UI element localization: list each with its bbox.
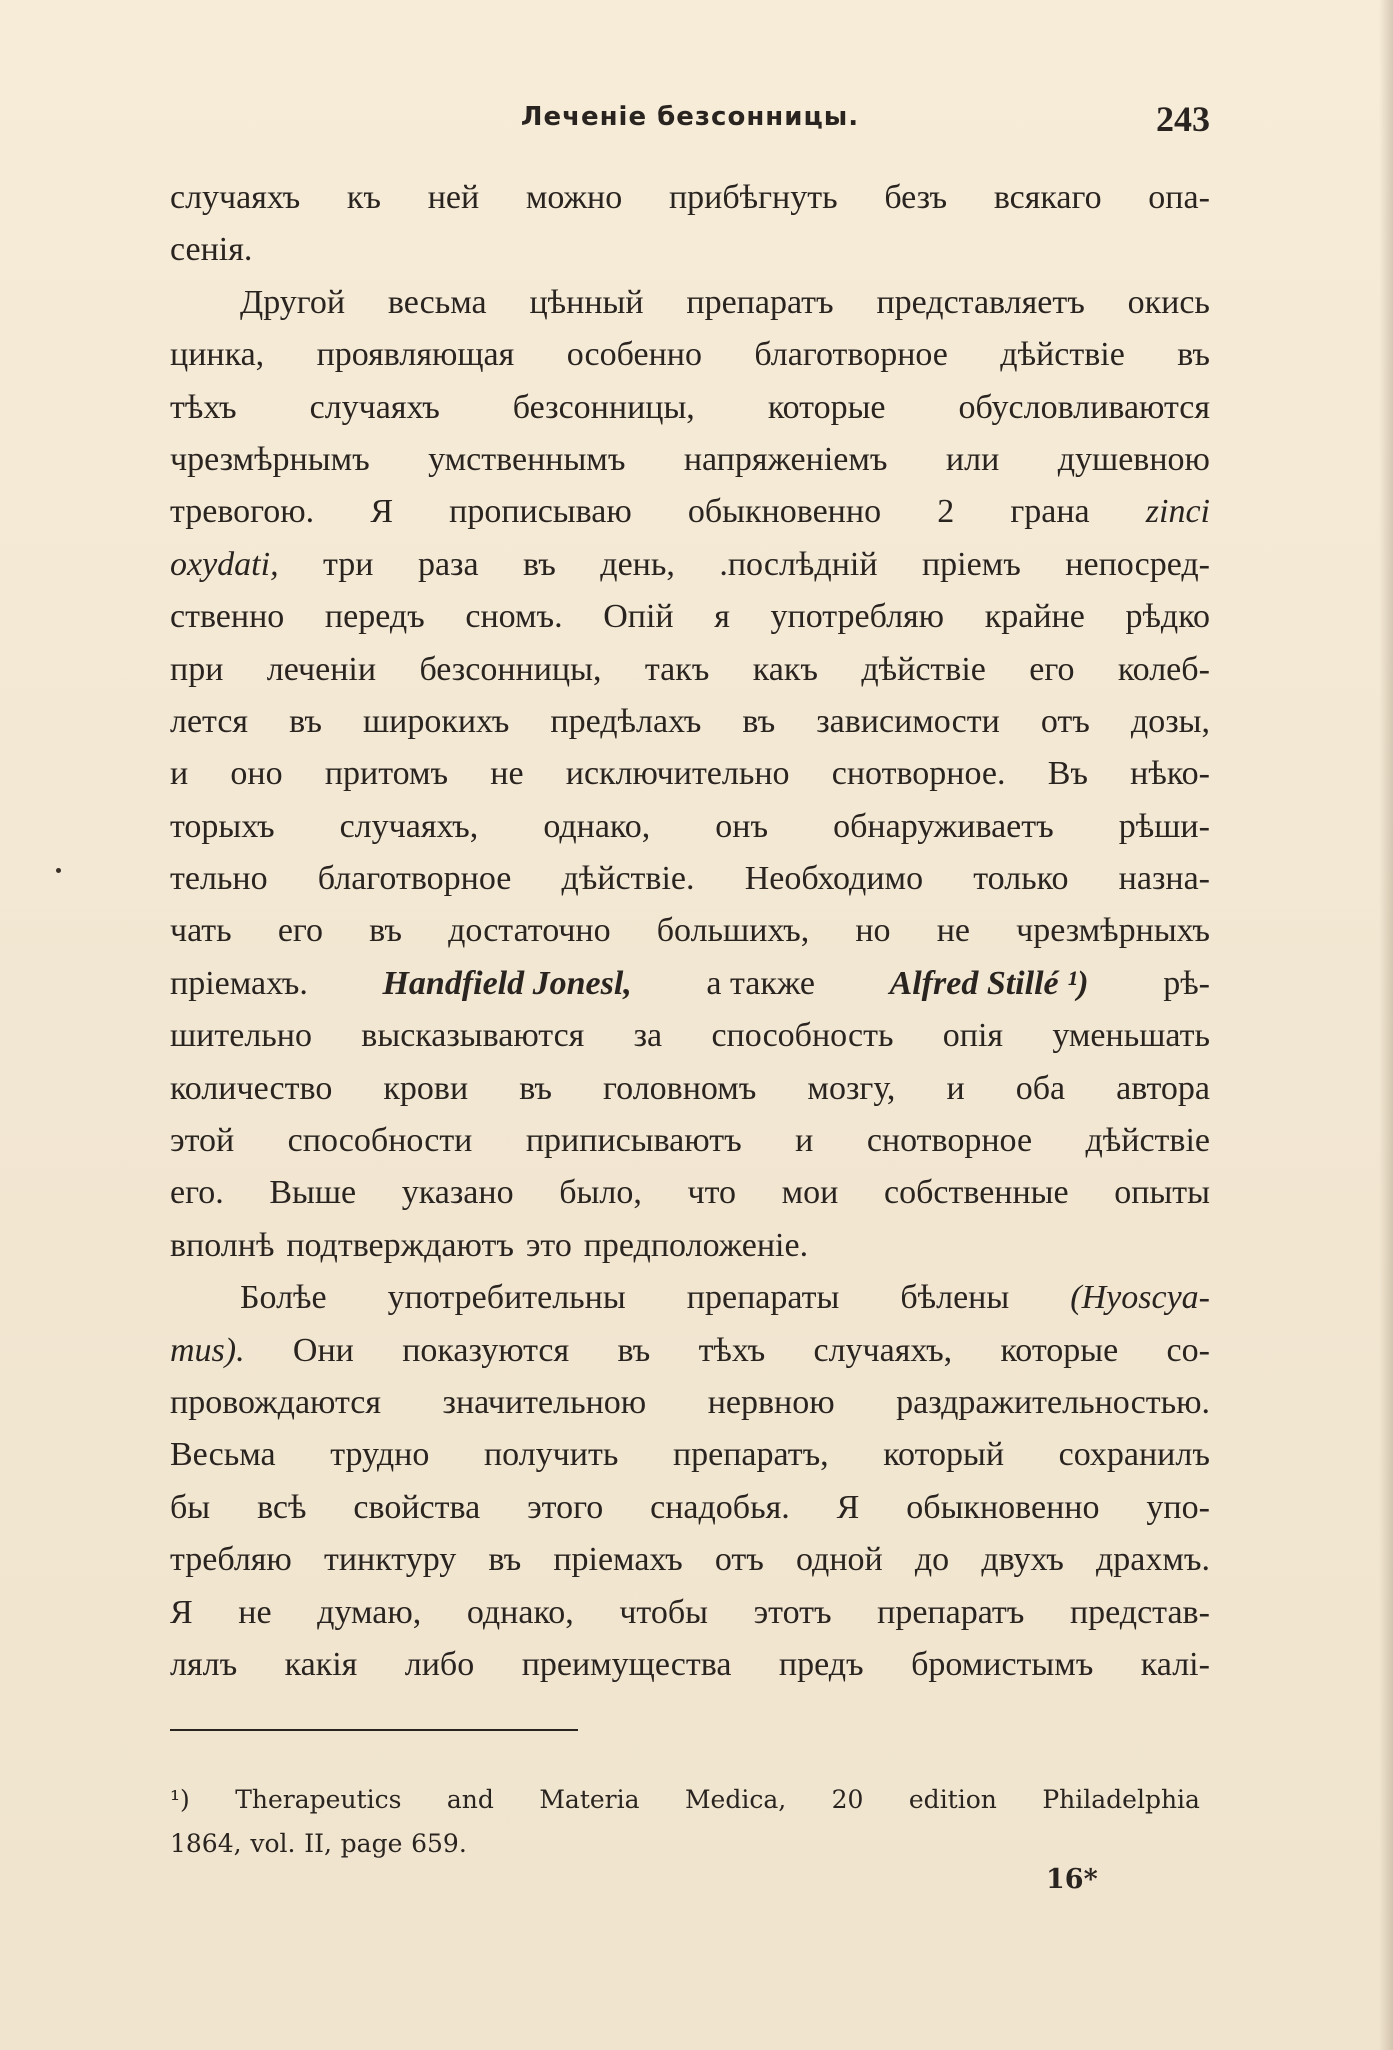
page-number: 243 (1156, 99, 1210, 139)
word: всякаго (993, 179, 1102, 216)
text-line (170, 1325, 1210, 1377)
word: Я (836, 1488, 860, 1526)
word: однако, (466, 1593, 574, 1631)
word: въ (369, 912, 402, 950)
word: случаяхъ, (813, 1331, 953, 1369)
footnote (170, 1778, 1200, 1866)
text-line (170, 853, 1210, 905)
text-line (170, 382, 1210, 434)
footnote-word: Medica, (684, 1785, 787, 1814)
word: безъ (884, 179, 948, 216)
word: раза (417, 545, 479, 583)
word: однако, (543, 807, 651, 845)
word: въ (519, 1069, 552, 1107)
text-line (170, 696, 1210, 748)
word: вполнѣ (170, 1226, 275, 1264)
word: при (170, 650, 224, 688)
word: грана (1010, 493, 1090, 531)
word: притомъ (324, 755, 449, 793)
word: тѣхъ (170, 388, 237, 426)
footnote-word: vol. (250, 1829, 296, 1858)
word: ней (427, 179, 480, 216)
word: Болѣе (240, 1279, 327, 1317)
word: автора (1116, 1069, 1210, 1107)
word: шительно (170, 1017, 312, 1055)
word: думаю, (317, 1593, 422, 1631)
text-line (170, 1534, 1210, 1586)
word: mus). (170, 1331, 245, 1369)
word: какія (284, 1645, 358, 1683)
word: .послѣдній (719, 545, 878, 583)
word: леченіи (266, 650, 377, 688)
word: мои (781, 1174, 839, 1212)
word: Я (370, 493, 393, 531)
word: предположеніе. (583, 1226, 809, 1264)
word: прибѣгнуть (668, 179, 838, 216)
word: его (1029, 650, 1075, 688)
word: большихъ, (656, 912, 810, 950)
word: назна- (1118, 860, 1210, 898)
word: бы (170, 1488, 211, 1526)
word: уменьшать (1052, 1017, 1210, 1055)
text-line (170, 1377, 1210, 1429)
word: колеб- (1117, 650, 1210, 688)
word: раздражительностью. (896, 1383, 1210, 1421)
word: опыты (1114, 1174, 1210, 1212)
word: этого (527, 1488, 604, 1526)
text-line (170, 434, 1210, 486)
word: оба (1015, 1069, 1066, 1107)
word: душевною (1057, 440, 1210, 478)
word: 2 (937, 493, 955, 531)
word: лялъ (170, 1645, 238, 1683)
word: въ (617, 1331, 651, 1369)
word: широкихъ (362, 702, 510, 740)
word: нѣко- (1130, 755, 1210, 793)
word: сохранилъ (1058, 1436, 1210, 1474)
word: онъ (715, 807, 769, 845)
running-head (170, 98, 1210, 138)
word: а также (706, 964, 815, 1002)
word: который (883, 1436, 1005, 1474)
word: представляетъ (876, 283, 1085, 321)
word: употребительны (387, 1279, 626, 1317)
word: одной (796, 1541, 883, 1579)
word: безсонницы, (419, 650, 602, 688)
word: чрезмѣрныхъ (1016, 912, 1210, 950)
word: указано (401, 1174, 514, 1212)
body-text (170, 172, 1210, 1691)
footnote-line (170, 1778, 1200, 1822)
word: высказываются (361, 1017, 585, 1055)
word: тельно (170, 860, 268, 898)
word: снотворное. (831, 755, 1006, 793)
word: этой (170, 1122, 235, 1160)
word: проявляющая (316, 336, 515, 374)
word: было, (559, 1174, 642, 1212)
word: препаратъ (877, 1593, 1025, 1631)
word: Другой (240, 283, 346, 321)
word: его. (170, 1174, 224, 1212)
footnote-word: II, (304, 1829, 332, 1858)
word: не (238, 1593, 272, 1631)
word: отъ (1040, 702, 1090, 740)
word: способности (287, 1122, 473, 1160)
word: торыхъ (170, 807, 275, 845)
word: Я (170, 1593, 193, 1631)
word: это (525, 1226, 572, 1264)
word: но (855, 912, 891, 950)
text-line (170, 1272, 1210, 1324)
word: только (973, 860, 1069, 898)
word: крайне (984, 598, 1085, 636)
word: обыкновенно (906, 1488, 1100, 1526)
word: дозы, (1130, 702, 1210, 740)
word: сенія. (170, 231, 253, 269)
word: весьма (387, 283, 487, 321)
word: нервною (707, 1383, 835, 1421)
word: способность (711, 1017, 894, 1055)
word: провождаются (170, 1383, 382, 1421)
word: зависимости (816, 702, 1000, 740)
word: которые (767, 388, 886, 426)
footnote-rule (170, 1729, 578, 1731)
word: безсонницы, (512, 388, 695, 426)
text-line (170, 1063, 1210, 1115)
word: день, (600, 545, 675, 583)
word: прописываю (449, 493, 632, 531)
word: трудно (330, 1436, 430, 1474)
word: какъ (752, 650, 818, 688)
text-line (170, 1167, 1210, 1219)
word: показуются (402, 1331, 570, 1369)
text-line (170, 1639, 1210, 1691)
word: двухъ (981, 1541, 1064, 1579)
text-line (170, 1115, 1210, 1167)
word: тѣхъ (698, 1331, 766, 1369)
word: головномъ (603, 1069, 757, 1107)
word: напряженіемъ (683, 440, 888, 478)
word: требляю (170, 1541, 292, 1579)
word: рѣ- (1163, 964, 1210, 1002)
word: въ (523, 545, 556, 583)
word: и (170, 755, 189, 793)
word: чтобы (619, 1593, 708, 1631)
text-line (170, 224, 1210, 276)
text-line (170, 905, 1210, 957)
word: отъ (714, 1541, 764, 1579)
word: zinci (1145, 493, 1210, 531)
word: получить (483, 1436, 619, 1474)
text-line (170, 172, 1210, 224)
word: передъ (324, 598, 425, 636)
word: благотворное (317, 860, 512, 898)
word: чать (170, 912, 232, 950)
word: пріемъ (921, 545, 1021, 583)
word: особенно (566, 336, 702, 374)
word: въ (1177, 336, 1210, 374)
text-line (170, 277, 1210, 329)
word: такъ (644, 650, 710, 688)
footnote-word: edition (908, 1785, 997, 1814)
word: oxydati, (170, 545, 279, 583)
word: предѣлахъ (550, 702, 702, 740)
word: случаяхъ, (339, 807, 479, 845)
word: три (323, 545, 374, 583)
word: значительною (442, 1383, 647, 1421)
text-line (170, 1429, 1210, 1481)
text-line (170, 801, 1210, 853)
text-line (170, 1010, 1210, 1062)
word: пріемахъ. (170, 964, 308, 1002)
word: въ (742, 702, 776, 740)
word: дѣйствіе (1085, 1122, 1210, 1160)
word: употребляю (770, 598, 945, 636)
word: исключительно (565, 755, 790, 793)
text-line (170, 748, 1210, 800)
text-line (170, 1220, 1210, 1272)
word: обнаруживаетъ (833, 807, 1054, 845)
footnote-word: page (340, 1829, 403, 1858)
text-line (170, 644, 1210, 696)
word: и (946, 1069, 965, 1107)
word: пріемахъ (553, 1541, 683, 1579)
word: препараты (686, 1279, 840, 1317)
word: случаяхъ (309, 388, 440, 426)
word: его (277, 912, 324, 950)
word: представ- (1069, 1593, 1210, 1631)
word: достаточно (448, 912, 611, 950)
word: и (795, 1122, 814, 1160)
word: Выше (269, 1174, 357, 1212)
word: за (633, 1017, 663, 1055)
word: снадобья. (650, 1488, 790, 1526)
word: предъ (778, 1645, 864, 1683)
word: я (714, 598, 730, 636)
word: либо (404, 1645, 475, 1683)
word: въ (289, 702, 322, 740)
word: обусловливаются (958, 388, 1210, 426)
word: снотворное (866, 1122, 1033, 1160)
word: дѣйствіе. (561, 860, 695, 898)
word: опія (942, 1017, 1004, 1055)
word: не (936, 912, 970, 950)
word: бѣлены (900, 1279, 1010, 1317)
word: или (945, 440, 1000, 478)
text-line (170, 329, 1210, 381)
word: оно (230, 755, 283, 793)
text-line (170, 1587, 1210, 1639)
word: цѣнный (529, 283, 644, 321)
word: Опій (603, 598, 674, 636)
word: собственные (884, 1174, 1069, 1212)
word: препаратъ (686, 283, 834, 321)
text-line (170, 591, 1210, 643)
text-line (170, 486, 1210, 538)
word: рѣши- (1118, 807, 1210, 845)
word: до (914, 1541, 950, 1579)
word: лется (170, 702, 249, 740)
footnote-word: Materia (539, 1785, 640, 1814)
footnote-word: Therapeutics (235, 1785, 402, 1814)
word: препаратъ, (672, 1436, 829, 1474)
word: Необходимо (744, 860, 924, 898)
signature-mark: 16* (1046, 1864, 1098, 1895)
running-head-title: Леченіе безсонницы. (520, 102, 860, 132)
word: не (490, 755, 524, 793)
ink-speck (56, 868, 61, 873)
word: сномъ. (465, 598, 563, 636)
word: количество (170, 1069, 333, 1107)
word: преимущества (521, 1645, 732, 1683)
footnote-word: ¹) (170, 1785, 190, 1814)
word: всѣ (257, 1488, 307, 1526)
word: драхмъ. (1095, 1541, 1210, 1579)
footnote-word: 659. (411, 1829, 467, 1858)
word: опа- (1148, 179, 1210, 216)
word: подтверждаютъ (286, 1226, 514, 1264)
page-edge-shadow (1379, 0, 1393, 2050)
word: дѣйствіе (861, 650, 986, 688)
footnote-word: Philadelphia (1042, 1785, 1200, 1814)
text-line (170, 958, 1210, 1010)
word: упо- (1146, 1488, 1210, 1526)
word: чрезмѣрнымъ (170, 440, 370, 478)
word: можно (525, 179, 623, 216)
text-line (170, 1482, 1210, 1534)
word: со- (1166, 1331, 1210, 1369)
word: крови (383, 1069, 469, 1107)
word: окись (1127, 283, 1210, 321)
word: благотворное (754, 336, 948, 374)
word: рѣдко (1125, 598, 1210, 636)
word: цинка, (170, 336, 265, 374)
word: что (687, 1174, 736, 1212)
word: тинктуру (323, 1541, 457, 1579)
word: тревогою. (170, 493, 315, 531)
word: которые (1000, 1331, 1119, 1369)
word: Handfield Jonesl, (382, 964, 632, 1002)
word: калі- (1140, 1645, 1210, 1683)
word: этотъ (753, 1593, 832, 1631)
word: (Hyoscya- (1070, 1279, 1210, 1317)
word: ственно (170, 598, 285, 636)
footnote-word: 1864, (170, 1829, 242, 1858)
word: Они (292, 1331, 354, 1369)
footnote-line (170, 1822, 1200, 1866)
word: Въ (1047, 755, 1088, 793)
word: дѣйствіе (1000, 336, 1125, 374)
word: случаяхъ (170, 179, 301, 216)
word: непосред- (1065, 545, 1210, 583)
word: приписываютъ (525, 1122, 742, 1160)
word: Весьма (170, 1436, 276, 1474)
word: умственнымъ (428, 440, 626, 478)
word: обыкновенно (687, 493, 882, 531)
text-line (170, 539, 1210, 591)
word: Alfred Stillé ¹) (889, 964, 1089, 1002)
footnote-word: and (446, 1785, 494, 1814)
word: мозгу, (807, 1069, 896, 1107)
word: свойства (353, 1488, 481, 1526)
word: бромистымъ (911, 1645, 1094, 1683)
word: къ (346, 179, 381, 216)
footnote-word: 20 (831, 1785, 864, 1814)
word: въ (488, 1541, 522, 1579)
